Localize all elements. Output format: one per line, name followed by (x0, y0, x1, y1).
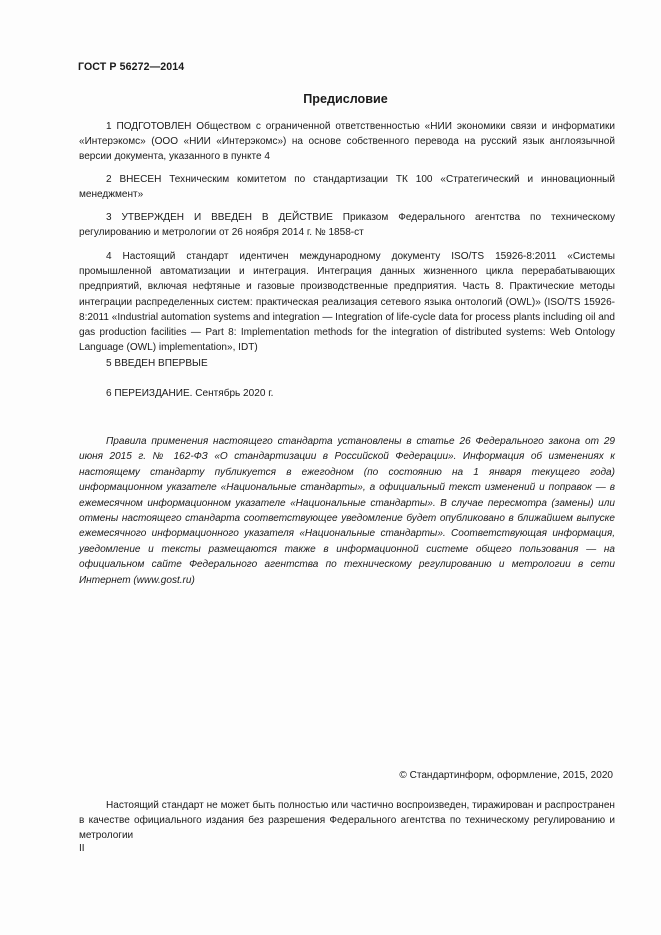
foreword-paragraph-5: 5 ВВЕДЕН ВПЕРВЫЕ (106, 358, 208, 369)
foreword-paragraph-2: 2 ВНЕСЕН Техническим комитетом по стандартизации ТК 100 «Стратегический и инновационный менеджмент» (79, 174, 615, 201)
foreword-paragraph-3: 3 УТВЕРЖДЕН И ВВЕДЕН В ДЕЙСТВИЕ Приказом Федерального агентства по техническому регулированию и метрологии от 26 ноября 2014 г. № 1858-ст (79, 212, 615, 239)
foreword-paragraph-1: 1 ПОДГОТОВЛЕН Обществом с ограниченной ответственностью «НИИ экономики связи и информатики «Интерэкомс» (ООО «НИИ «Интерэкомс») на основе собственного перевода на русский язык англоязычной версии документа, указанного в пункте 4 (79, 121, 615, 163)
foreword-paragraph-4: 4 Настоящий стандарт идентичен международному документу ISO/TS 15926-8:2011 «Системы промышленной автоматизации и интеграция. Интеграция данных жизненного цикла перерабатывающих предприятий, включая нефтяные и газовые производственные предприятия. Часть 8. Практические методы интеграции распределенных систем: практическая реализация сетевого языка онтологий (OWL)» (ISO/TS 15926-8:2011 «Industrial automation systems and integration — Integration of life-cycle data for process plants including oil and gas production facilities — Part 8: Implementation methods for the integration of distributed systems: Web Ontology Language (OWL) implementation», IDT) (79, 251, 615, 354)
page-number: II (79, 843, 85, 854)
copyright-line: © Стандартинформ, оформление, 2015, 2020 (399, 770, 613, 781)
application-rules-notice: Правила применения настоящего стандарта установлены в статье 26 Федерального закона от 29 июня 2015 г. № 162-ФЗ «О стандартизации в Российской Федерации». Информация об изменениях к настоящему стандарту публикуется в ежегодном (по состоянию на 1 января текущего года) информационном указателе «Национальные стандарты», а официальный текст изменений и поправок — в ежемесячном информационном указателе «Национальные стандарты». В случае пересмотра (замены) или отмены настоящего стандарта соответствующее уведомление будет опубликовано в ближайшем выпуске ежемесячного информационного указателя «Национальные стандарты». Соответствующая информация, уведомление и тексты размещаются также в информационной системе общего пользования — на официальном сайте Федерального агентства по техническому регулированию и метрологии в сети Интернет (www.gost.ru) (79, 436, 615, 586)
foreword-paragraph-6: 6 ПЕРЕИЗДАНИЕ. Сентябрь 2020 г. (106, 388, 274, 399)
page-title: Предисловие (303, 92, 388, 106)
standard-id-header: ГОСТ Р 56272—2014 (78, 61, 185, 73)
reprint-restriction-notice: Настоящий стандарт не может быть полностью или частично воспроизведен, тиражирован и распространен в качестве официального издания без разрешения Федерального агентства по техническому регулированию и метрологии (79, 800, 615, 842)
